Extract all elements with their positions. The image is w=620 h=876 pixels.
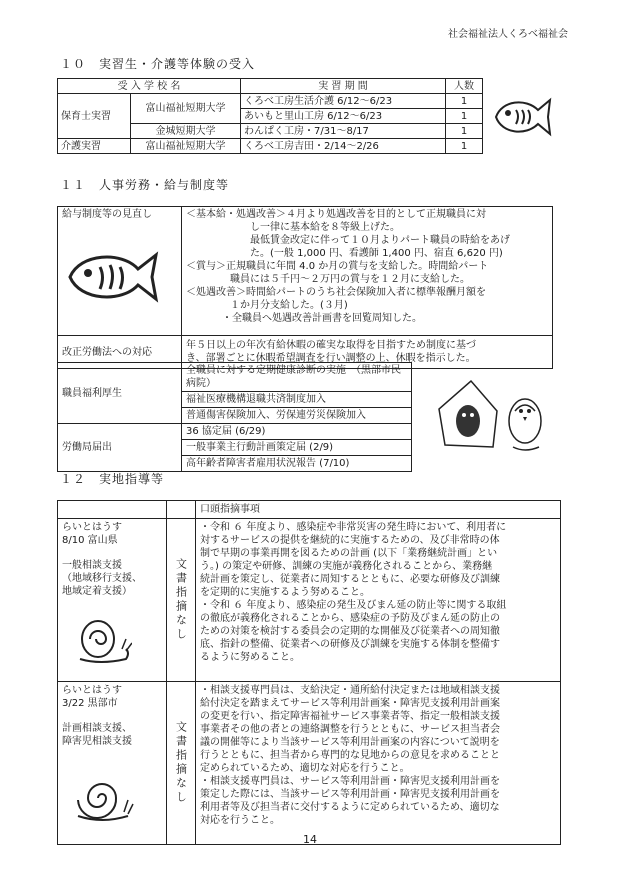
school-cell: 富山福祉短期大学 [131, 139, 241, 154]
entry-line: 地域定着支援） [62, 586, 132, 597]
finding-line: 議の開催等により当該サービス等利用計画案の内容について説明を [200, 737, 500, 748]
finding-line: 続計画を策定し、従業者に周知するとともに、必要な研修及び訓練 [200, 574, 500, 585]
table-header-row [58, 501, 561, 519]
finding-line: ・令和 ６ 年度より、感染症の発生及びまん延の防止等に関する取組 [200, 600, 507, 611]
salary-line: １か月分支給した。(３月) [230, 300, 348, 311]
findings-content [196, 519, 561, 682]
section-12-title: １２ 実地指導等 [60, 472, 165, 486]
finding-line: の徹底が義務化されることから、感染症の予防及びまん延の防止の [200, 613, 500, 624]
salary-label: 給与制度等の見直し [62, 209, 152, 220]
labor-office-item: 36 協定届 (6/29) [182, 424, 412, 440]
period-cell: くろべ工房生活介護 6/12～6/23 [241, 94, 446, 109]
entry-info [58, 519, 167, 682]
count-cell: 1 [446, 139, 483, 154]
blank-cell [58, 501, 167, 519]
finding-line: 事業者その他の者との連絡調整を行うとともに、サービス担当者会 [200, 724, 500, 735]
count-cell: 1 [446, 124, 483, 139]
finding-line: 対するサービスの提供を継続的に実施するための、及び非常時の体 [200, 535, 500, 546]
col-oral-findings: 口頭指摘事項 [196, 501, 561, 519]
snail-illustration [76, 617, 132, 669]
fish-illustration [492, 92, 554, 142]
table-row [58, 139, 483, 154]
school-cell: 金城短期大学 [131, 124, 241, 139]
blank-cell [167, 501, 196, 519]
count-cell: 1 [446, 109, 483, 124]
page-number: 14 [303, 833, 317, 846]
welfare-item: 全職員に対する定期健康診断の実施 （黒部市民病院） [182, 363, 412, 392]
finding-line: 底、指針の整備、従業者への研修及び訓練を実施する体制を整備す [200, 639, 500, 650]
finding-line: を定期的に実施するよう努めること。 [200, 587, 370, 598]
labor-office-item: 高年齢者障害者雇用状況報告 (7/10) [182, 456, 412, 472]
fish-illustration [66, 247, 161, 307]
period-cell: くろべ工房吉田・2/14～2/26 [241, 139, 446, 154]
entry-line: 3/22 黒部市 [62, 698, 118, 709]
welfare-item: 福祉医療機構退職共済制度加入 [182, 392, 412, 408]
labor-law-label: 改正労働法への対応 [58, 336, 182, 369]
entry-line: 障害児相談支援 [62, 736, 132, 747]
finding-line: ための対策を検討する委員会の定期的な開催及び従業者への周知徹 [200, 626, 500, 637]
riceball-penguin-illustration [435, 375, 553, 453]
inspection-table [57, 500, 561, 845]
snail-illustration [74, 768, 134, 826]
label-cell [58, 207, 182, 336]
finding-line: るように努めること。 [200, 652, 300, 663]
table-row [58, 363, 412, 392]
salary-line: 職員には５千円～２万円の賞与を１２月に支給した。 [230, 274, 470, 285]
entry-line: らいとはうす [62, 685, 122, 696]
finding-line: ・相談支援専門員は、サービス等利用計画・障害児支援利用計画を [200, 776, 500, 787]
entry-info [58, 682, 167, 845]
salary-line: 最低賃金改定に伴って１０月よりパート職員の時給をあげ [250, 235, 510, 246]
table-row [58, 207, 553, 336]
period-cell: あいもと里山工房 6/12～6/23 [241, 109, 446, 124]
table-row [58, 424, 412, 440]
table-row [58, 519, 561, 682]
finding-line: ・令和 ６ 年度より、感染症や非常災害の発生時において、利用者に [200, 522, 507, 533]
salary-line: ・全職員へ処遇改善計画書を回覧周知した。 [222, 313, 422, 324]
finding-line: 定められているため、適切な対応を行うこと。 [200, 763, 410, 774]
salary-line: し一律に基本給を８等級上げた。 [250, 222, 400, 233]
school-cell: 富山福祉短期大学 [131, 94, 241, 124]
col-school: 受 入 学 校 名 [58, 79, 241, 94]
personnel-table [57, 206, 553, 369]
no-written-findings: 文書指摘なし [167, 519, 196, 682]
salary-line: た。(一般 1,000 円、看護師 1,400 円、宿直 6,620 円) [250, 248, 503, 259]
welfare-label: 職員福利厚生 [58, 363, 182, 424]
findings-content [196, 682, 561, 845]
labor-office-item: 一般事業主行動計画策定届 (2/9) [182, 440, 412, 456]
salary-line: ＜処遇改善＞時間給パートのうち社会保険加入者に標準報酬月額を [186, 287, 486, 298]
welfare-table [57, 362, 412, 472]
labor-law-line: き、部署ごとに休暇希望調査を行い調整の上、休暇を指示した。 [186, 353, 476, 364]
salary-content [182, 207, 553, 336]
section-11-title: １１ 人事労務・給与制度等 [60, 178, 230, 192]
type-cell: 保育士実習 [58, 94, 131, 139]
entry-line: （地域移行支援、 [62, 573, 142, 584]
finding-line: 対応を行うこと。 [200, 815, 280, 826]
table-row [58, 682, 561, 845]
labor-law-line: 年５日以上の年次有給休暇の確実な取得を目指すため制度に基づ [186, 340, 476, 351]
entry-line: 一般相談支援 [62, 560, 122, 571]
type-cell: 介護実習 [58, 139, 131, 154]
salary-line: ＜賞与＞正規職員に年間 4.0 か月の賞与を支給した。時間給パート [186, 261, 489, 272]
no-written-findings: 文書指摘なし [167, 682, 196, 845]
count-cell: 1 [446, 94, 483, 109]
entry-line: らいとはうす [62, 522, 122, 533]
header-org: 社会福祉法人くろべ福祉会 [448, 29, 568, 40]
labor-office-label: 労働局届出 [58, 424, 182, 472]
col-period: 実 習 期 間 [241, 79, 446, 94]
finding-line: 制で早期の事業再開を図るための計画 (以下「業務継続計画」とい [200, 548, 498, 559]
entry-line: 計画相談支援、 [62, 723, 132, 734]
finding-line: 策定した際には、当該サービス等利用計画・障害児支援利用計画を [200, 789, 500, 800]
table-row [58, 94, 483, 109]
period-cell: わんぱく工房・7/31～8/17 [241, 124, 446, 139]
entry-line: 8/10 富山県 [62, 535, 118, 546]
finding-line: う。) の策定や研修、訓練の実施が義務化されることから、業務継 [200, 561, 493, 572]
finding-line: 利用者等及び担当者に交付するように定められているため、適切な [200, 802, 500, 813]
salary-line: ＜基本給・処遇改善＞４月より処遇改善を目的として正規職員に対 [186, 209, 486, 220]
internship-table [57, 78, 483, 154]
finding-line: ・相談支援専門員は、支給決定・通所給付決定または地域相談支援 [200, 685, 500, 696]
welfare-item: 普通傷害保険加入、労保連労災保険加入 [182, 408, 412, 424]
finding-line: 給付決定を踏まえてサービス等利用計画案・障害児支援利用計画案 [200, 698, 500, 709]
finding-line: の変更を行い、指定障害福祉サービス事業者等、指定一般相談支援 [200, 711, 500, 722]
finding-line: 行うとともに、担当者から専門的な見地からの意見を求めることと [200, 750, 500, 761]
table-header-row [58, 79, 483, 94]
col-count: 人数 [446, 79, 483, 94]
section-10-title: １０ 実習生・介護等体験の受入 [60, 57, 256, 71]
